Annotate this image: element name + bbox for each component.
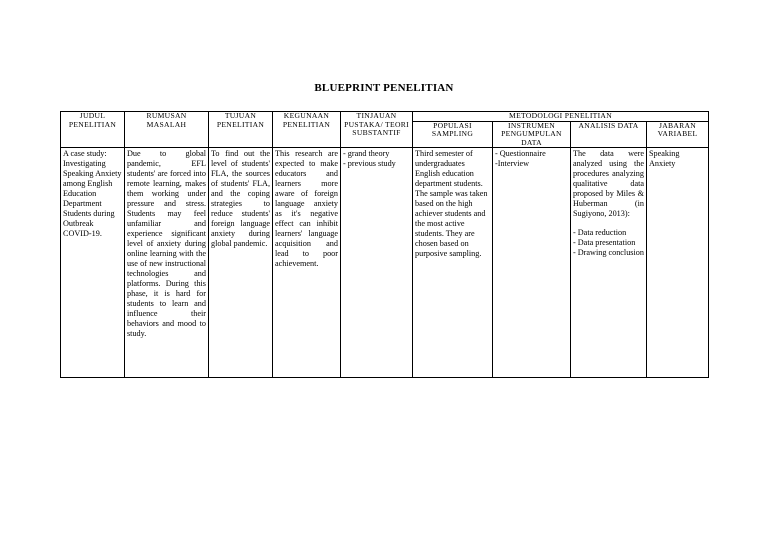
header-analisis: ANALISIS DATA xyxy=(571,121,647,148)
cell-populasi: Third semester of undergraduates English education department students. The sample was taken based on the high achiever students and the most active students. They are chosen based on purposive sampling. xyxy=(413,148,493,378)
instrumen-item: -Interview xyxy=(495,159,530,168)
header-metodologi: METODOLOGI PENELITIAN xyxy=(413,112,709,122)
blueprint-table xyxy=(60,111,709,378)
page-title: BLUEPRINT PENELITIAN xyxy=(314,82,454,94)
analisis-intro: The data were analyzed using the procedures analyzing qualitative data proposed by Miles & Huberman (in Sugiyono, 2013): xyxy=(573,149,644,218)
table-row xyxy=(61,148,709,378)
header-tujuan: TUJUAN PENELITIAN xyxy=(209,112,273,148)
instrumen-item: - Questionnaire xyxy=(495,149,546,158)
cell-rumusan: Due to global pandemic, EFL students' are forced into remote learning, makes them working under pressure and stress. Students may feel unfamiliar and experience significant level of anxiety during online learning with the use of new instructional technologies and platforms. During this phase, it is hard for students to learn and influence their behaviors and mood to study. xyxy=(125,148,209,378)
cell-judul: A case study: Investigating Speaking Anxiety among English Education Department Students during Outbreak COVID-19. xyxy=(61,148,125,378)
cell-tinjauan xyxy=(341,148,413,378)
analisis-step: - Drawing conclusion xyxy=(573,248,644,257)
header-kegunaan: KEGUNAAN PENELITIAN xyxy=(273,112,341,148)
tinjauan-item: - grand theory xyxy=(343,149,390,158)
analisis-step: - Data presentation xyxy=(573,238,636,247)
header-rumusan: RUMUSAN MASALAH xyxy=(125,112,209,148)
cell-kegunaan: This research are expected to make educators and learners more aware of foreign language anxiety as it's negative effect can inhibit learners' language acquisition and lead to poor achievement. xyxy=(273,148,341,378)
cell-tujuan: To find out the level of students' FLA, the sources of students' FLA, and the coping strategies to reduce students' foreign language anxiety during global pandemic. xyxy=(209,148,273,378)
header-populasi: POPULASI SAMPLING xyxy=(413,121,493,148)
header-judul: JUDUL PENELITIAN xyxy=(61,112,125,148)
header-tinjauan: TINJAUAN PUSTAKA/ TEORI SUBSTANTIF xyxy=(341,112,413,148)
analisis-step: - Data reduction xyxy=(573,228,627,237)
header-jabaran: JABARAN VARIABEL xyxy=(647,121,709,148)
header-row-top xyxy=(61,112,709,122)
tinjauan-item: - previous study xyxy=(343,159,396,168)
cell-instrumen xyxy=(493,148,571,378)
cell-analisis xyxy=(571,148,647,378)
header-instrumen: INSTRUMEN PENGUMPULAN DATA xyxy=(493,121,571,148)
cell-jabaran: Speaking Anxiety xyxy=(647,148,709,378)
